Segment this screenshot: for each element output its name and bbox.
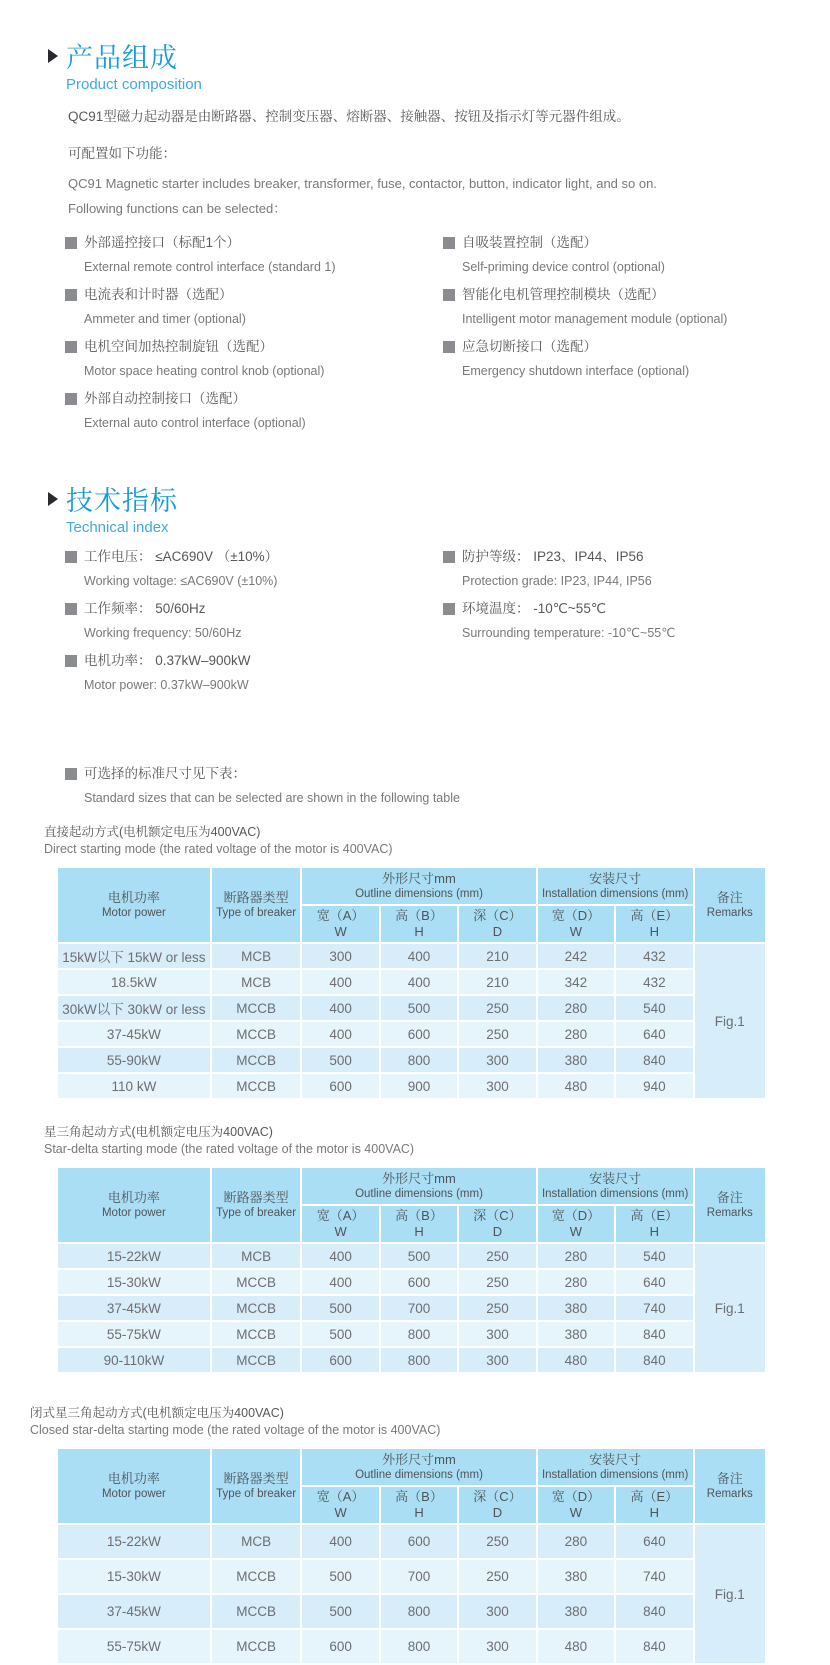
spec-en: Working frequency: 50/60Hz	[84, 626, 242, 640]
table-cell: 300	[459, 1595, 535, 1628]
table-cell: 55-90kW	[58, 1048, 210, 1072]
table-cell: 640	[616, 1270, 692, 1294]
section-title-cn: 产品组成	[66, 43, 178, 73]
table-cell: 480	[538, 1074, 614, 1098]
square-bullet-icon	[443, 237, 455, 249]
table-cell: MCB	[212, 1244, 301, 1268]
section-title-en: Product composition	[66, 76, 202, 93]
table-cell: 280	[538, 1525, 614, 1558]
group-header-outline: 外形尺寸mm Outline dimensions (mm)	[302, 1168, 535, 1204]
col-header-breaker-type: 断路器类型 Type of breaker	[212, 1449, 301, 1523]
square-bullet-icon	[65, 237, 77, 249]
col-header-width-d: 宽（D） W	[538, 1487, 614, 1523]
square-bullet-icon	[443, 289, 455, 301]
table-cell: 540	[616, 1244, 692, 1268]
table-cell: 55-75kW	[58, 1630, 210, 1663]
tech-spec-list	[65, 547, 830, 703]
col-header-height-b: 高（B） H	[381, 906, 457, 942]
table-cell: 500	[302, 1048, 378, 1072]
table-cell: 15kW以下 15kW or less	[58, 944, 210, 968]
table-cell: 300	[459, 1630, 535, 1663]
table-cell: 600	[302, 1074, 378, 1098]
spec-cn: 防护等级： IP23、IP44、IP56	[462, 549, 644, 564]
list-item	[443, 599, 830, 642]
group-header-installation: 安装尺寸 Installation dimensions (mm)	[538, 1168, 693, 1204]
square-bullet-icon	[443, 603, 455, 615]
table-row	[58, 1244, 765, 1268]
table-cell: 380	[538, 1048, 614, 1072]
col-header-breaker-type: 断路器类型 Type of breaker	[212, 1168, 301, 1242]
col-header-remarks: 备注 Remarks	[695, 868, 765, 942]
table-row	[58, 1630, 765, 1663]
square-bullet-icon	[65, 393, 77, 405]
section-heading	[48, 485, 830, 538]
standard-sizes-note	[65, 764, 830, 807]
list-item	[65, 547, 443, 590]
table-row	[58, 1048, 765, 1072]
section-heading	[48, 42, 830, 95]
spec-en: Motor power: 0.37kW–900kW	[84, 678, 249, 692]
list-item	[65, 233, 443, 276]
tech-list-left	[65, 547, 443, 703]
intro-en-1: QC91 Magnetic starter includes breaker, transformer, fuse, contactor, button, indicator light, and so on.	[68, 176, 657, 191]
section-technical-index	[0, 485, 830, 807]
feature-cn: 外部遥控接口（标配1个）	[84, 235, 241, 250]
table-cell: 15-22kW	[58, 1525, 210, 1558]
list-item	[65, 651, 443, 694]
intro-cn-1: QC91型磁力起动器是由断路器、控制变压器、熔断器、接触器、按钮及指示灯等元器件组成。	[68, 109, 630, 124]
table-cell: MCCB	[212, 1074, 301, 1098]
intro-cn-2: 可配置如下功能：	[68, 146, 176, 161]
table-cell: 300	[459, 1348, 535, 1372]
feature-en: Motor space heating control knob (optional)	[84, 364, 325, 378]
table-cell: 300	[459, 1074, 535, 1098]
list-item	[65, 337, 443, 380]
list-item	[65, 599, 443, 642]
feature-en: External remote control interface (standard 1)	[84, 260, 336, 274]
feature-cn: 智能化电机管理控制模块（选配）	[462, 287, 665, 302]
table-cell: 342	[538, 970, 614, 994]
tech-list-right	[443, 547, 830, 703]
col-header-height-b: 高（B） H	[381, 1206, 457, 1242]
table-cell: 840	[616, 1348, 692, 1372]
list-item	[443, 233, 830, 276]
table-header	[58, 1449, 765, 1523]
list-item	[443, 337, 830, 380]
table-body	[58, 1244, 765, 1372]
table-cell: 500	[302, 1296, 378, 1320]
section-title-en: Technical index	[66, 519, 169, 536]
col-header-remarks: 备注 Remarks	[695, 1449, 765, 1523]
col-header-depth-c: 深（C） D	[459, 1487, 535, 1523]
table-cell: 37-45kW	[58, 1022, 210, 1046]
table-cell: 250	[459, 1270, 535, 1294]
note-en: Standard sizes that can be selected are shown in the following table	[84, 791, 460, 805]
list-item	[443, 547, 830, 590]
table-cell: 300	[302, 944, 378, 968]
feature-cn: 应急切断接口（选配）	[462, 339, 597, 354]
intro-paragraphs	[68, 108, 830, 217]
col-header-breaker-type: 断路器类型 Type of breaker	[212, 868, 301, 942]
table-cell: MCCB	[212, 1322, 301, 1346]
col-header-motor-power: 电机功率 Motor power	[58, 868, 210, 942]
table-caption	[44, 1124, 830, 1158]
col-header-height-e: 高（E） H	[616, 1487, 692, 1523]
table-cell: MCB	[212, 1525, 301, 1558]
table-cell: 740	[616, 1296, 692, 1320]
table-cell: MCCB	[212, 1348, 301, 1372]
table-cell: MCB	[212, 970, 301, 994]
table-cell: 600	[381, 1525, 457, 1558]
table-cell: 500	[302, 1595, 378, 1628]
table-row	[58, 1074, 765, 1098]
section-product-composition	[0, 0, 830, 441]
table-cell: 30kW以下 30kW or less	[58, 996, 210, 1020]
table-cell: 242	[538, 944, 614, 968]
table-row	[58, 1296, 765, 1320]
triangle-bullet-icon	[48, 492, 58, 506]
table-cell: 800	[381, 1048, 457, 1072]
feature-en: Emergency shutdown interface (optional)	[462, 364, 690, 378]
feature-cn: 电流表和计时器（选配）	[84, 287, 233, 302]
table-cell: 280	[538, 996, 614, 1020]
col-header-remarks: 备注 Remarks	[695, 1168, 765, 1242]
table-cell: 500	[302, 1322, 378, 1346]
table-cell: 110 kW	[58, 1074, 210, 1098]
table-cell: 300	[459, 1322, 535, 1346]
feature-cn: 电机空间加热控制旋钮（选配）	[84, 339, 273, 354]
table-cell: 600	[381, 1022, 457, 1046]
table-cell: 380	[538, 1560, 614, 1593]
table-caption-en: Closed star-delta starting mode (the rated voltage of the motor is 400VAC)	[30, 1423, 441, 1437]
table-cell: 210	[459, 944, 535, 968]
table-cell: 640	[616, 1022, 692, 1046]
group-header-installation: 安装尺寸 Installation dimensions (mm)	[538, 1449, 693, 1485]
spec-cn: 工作电压： ≤AC690V （±10%）	[84, 549, 279, 564]
list-item	[65, 285, 443, 328]
table-cell: 480	[538, 1630, 614, 1663]
table-cell: MCCB	[212, 1022, 301, 1046]
table-cell: 740	[616, 1560, 692, 1593]
feature-en: External auto control interface (optional)	[84, 416, 306, 430]
table-cell: 55-75kW	[58, 1322, 210, 1346]
spec-cn: 电机功率： 0.37kW–900kW	[84, 653, 251, 668]
square-bullet-icon	[443, 551, 455, 563]
col-header-motor-power: 电机功率 Motor power	[58, 1168, 210, 1242]
table-cell: 840	[616, 1322, 692, 1346]
table-cell: MCB	[212, 944, 301, 968]
table-cell: 280	[538, 1244, 614, 1268]
table-cell: 480	[538, 1348, 614, 1372]
table-cell: 90-110kW	[58, 1348, 210, 1372]
table-cell: 400	[302, 996, 378, 1020]
table-cell: 380	[538, 1296, 614, 1320]
table-cell: 432	[616, 970, 692, 994]
col-header-height-e: 高（E） H	[616, 1206, 692, 1242]
table-row	[58, 970, 765, 994]
table-cell: 500	[381, 1244, 457, 1268]
col-header-height-e: 高（E） H	[616, 906, 692, 942]
feature-cn: 外部自动控制接口（选配）	[84, 391, 246, 406]
table-cell: MCCB	[212, 1270, 301, 1294]
feature-list	[65, 233, 830, 441]
table-cell: 700	[381, 1560, 457, 1593]
table-cell: 700	[381, 1296, 457, 1320]
table-cell: 400	[302, 1525, 378, 1558]
table-cell: 37-45kW	[58, 1296, 210, 1320]
feature-list-left	[65, 233, 443, 441]
table-cell: 500	[381, 996, 457, 1020]
spec-cn: 环境温度： -10℃~55℃	[462, 601, 606, 616]
table-cell: 840	[616, 1595, 692, 1628]
group-header-outline: 外形尺寸mm Outline dimensions (mm)	[302, 1449, 535, 1485]
col-header-width-d: 宽（D） W	[538, 1206, 614, 1242]
table-cell: 37-45kW	[58, 1595, 210, 1628]
col-header-depth-c: 深（C） D	[459, 906, 535, 942]
col-header-width-a: 宽（A） W	[302, 906, 378, 942]
table-row	[58, 1322, 765, 1346]
square-bullet-icon	[65, 289, 77, 301]
list-item	[443, 285, 830, 328]
table-cell: 18.5kW	[58, 970, 210, 994]
table-cell: 250	[459, 1296, 535, 1320]
feature-en: Self-priming device control (optional)	[462, 260, 665, 274]
table-header	[58, 868, 765, 942]
table-cell: MCCB	[212, 1560, 301, 1593]
table-cell: 840	[616, 1630, 692, 1663]
closed-star-delta-table	[56, 1447, 767, 1665]
table-cell: 280	[538, 1270, 614, 1294]
table-remark-cell: Fig.1	[695, 1525, 765, 1663]
table-row	[58, 1560, 765, 1593]
table-cell: 800	[381, 1595, 457, 1628]
table-cell: 300	[459, 1048, 535, 1072]
note-cn: 可选择的标准尺寸见下表：	[84, 766, 246, 781]
table-cell: 600	[302, 1630, 378, 1663]
table-cell: 250	[459, 1560, 535, 1593]
feature-en: Ammeter and timer (optional)	[84, 312, 246, 326]
table-cell: 15-30kW	[58, 1560, 210, 1593]
table-cell: 400	[302, 1244, 378, 1268]
table-cell: MCCB	[212, 1048, 301, 1072]
feature-list-right	[443, 233, 830, 441]
table-cell: 280	[538, 1022, 614, 1046]
table-cell: 15-22kW	[58, 1244, 210, 1268]
table-cell: 400	[302, 1022, 378, 1046]
table-cell: 840	[616, 1048, 692, 1072]
table-cell: MCCB	[212, 1595, 301, 1628]
table-cell: 380	[538, 1595, 614, 1628]
table-cell: 380	[538, 1322, 614, 1346]
table-cell: 600	[381, 1270, 457, 1294]
table-cell: MCCB	[212, 1630, 301, 1663]
table-row	[58, 996, 765, 1020]
col-header-width-a: 宽（A） W	[302, 1487, 378, 1523]
table-cell: 800	[381, 1322, 457, 1346]
spec-en: Protection grade: IP23, IP44, IP56	[462, 574, 652, 588]
group-header-outline: 外形尺寸mm Outline dimensions (mm)	[302, 868, 535, 904]
table-cell: 800	[381, 1630, 457, 1663]
table-cell: 250	[459, 1525, 535, 1558]
table-row	[58, 1595, 765, 1628]
table-cell: 400	[302, 970, 378, 994]
table-cell: 210	[459, 970, 535, 994]
table-row	[58, 1348, 765, 1372]
table-cell: 900	[381, 1074, 457, 1098]
table-cell: 400	[381, 970, 457, 994]
table-cell: 250	[459, 1244, 535, 1268]
section-title-cn: 技术指标	[66, 486, 178, 516]
feature-en: Intelligent motor management module (optional)	[462, 312, 728, 326]
table-row	[58, 1022, 765, 1046]
square-bullet-icon	[443, 341, 455, 353]
table-body	[58, 1525, 765, 1663]
direct-starting-table	[56, 866, 767, 1100]
col-header-depth-c: 深（C） D	[459, 1206, 535, 1242]
square-bullet-icon	[65, 551, 77, 563]
table-cell: 250	[459, 1022, 535, 1046]
list-item	[65, 389, 443, 432]
table-caption-en: Direct starting mode (the rated voltage of the motor is 400VAC)	[44, 842, 393, 856]
table-cell: 600	[302, 1348, 378, 1372]
spec-cn: 工作频率： 50/60Hz	[84, 601, 206, 616]
table-cell: 500	[302, 1560, 378, 1593]
table-cell: 940	[616, 1074, 692, 1098]
table-caption-cn: 星三角起动方式(电机额定电压为400VAC)	[44, 1125, 273, 1139]
square-bullet-icon	[65, 655, 77, 667]
table-caption-en: Star-delta starting mode (the rated voltage of the motor is 400VAC)	[44, 1142, 415, 1156]
table-caption-cn: 直接起动方式(电机额定电压为400VAC)	[44, 825, 261, 839]
group-header-installation: 安装尺寸 Installation dimensions (mm)	[538, 868, 693, 904]
table-cell: 400	[381, 944, 457, 968]
table-cell: 250	[459, 996, 535, 1020]
square-bullet-icon	[65, 341, 77, 353]
col-header-motor-power: 电机功率 Motor power	[58, 1449, 210, 1523]
table-body	[58, 944, 765, 1098]
table-cell: 15-30kW	[58, 1270, 210, 1294]
table-cell: 540	[616, 996, 692, 1020]
star-delta-table	[56, 1166, 767, 1374]
col-header-width-a: 宽（A） W	[302, 1206, 378, 1242]
table-row	[58, 1525, 765, 1558]
intro-en-2: Following functions can be selected：	[68, 201, 287, 216]
table-cell: 400	[302, 1270, 378, 1294]
table-cell: MCCB	[212, 1296, 301, 1320]
table-header	[58, 1168, 765, 1242]
table-cell: MCCB	[212, 996, 301, 1020]
square-bullet-icon	[65, 603, 77, 615]
table-caption	[30, 1405, 830, 1439]
table-row	[58, 1270, 765, 1294]
spec-en: Working voltage: ≤AC690V (±10%)	[84, 574, 278, 588]
table-caption	[44, 824, 830, 858]
table-cell: 432	[616, 944, 692, 968]
table-cell: 640	[616, 1525, 692, 1558]
col-header-height-b: 高（B） H	[381, 1487, 457, 1523]
spec-en: Surrounding temperature: -10℃~55℃	[462, 626, 676, 640]
square-bullet-icon	[65, 768, 77, 780]
table-row	[58, 944, 765, 968]
table-remark-cell: Fig.1	[695, 944, 765, 1098]
feature-cn: 自吸装置控制（选配）	[462, 235, 597, 250]
table-caption-cn: 闭式星三角起动方式(电机额定电压为400VAC)	[30, 1406, 284, 1420]
col-header-width-d: 宽（D） W	[538, 906, 614, 942]
table-cell: 800	[381, 1348, 457, 1372]
table-remark-cell: Fig.1	[695, 1244, 765, 1372]
triangle-bullet-icon	[48, 49, 58, 63]
